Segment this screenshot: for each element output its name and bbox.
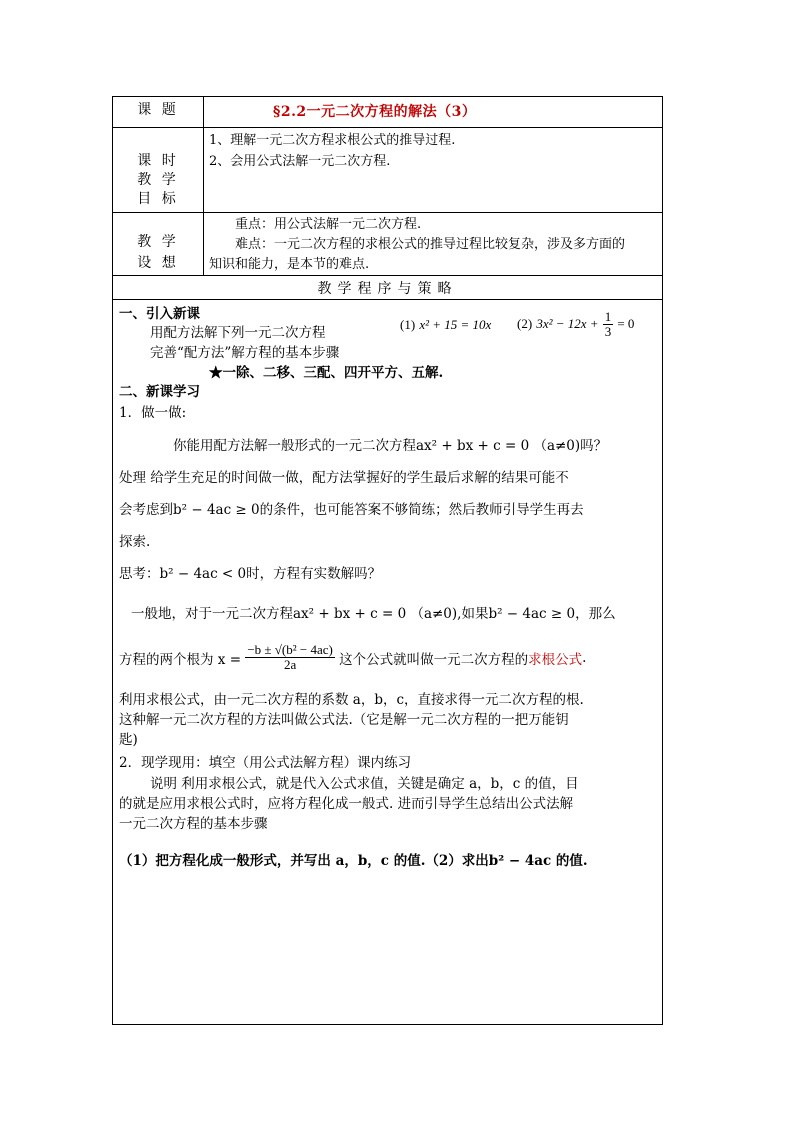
topic-label: 课 题 — [137, 102, 179, 118]
note-line3: 一元二次方程的基本步骤 — [119, 816, 268, 832]
equation-2 — [517, 310, 634, 339]
row-divider — [113, 127, 662, 128]
column-divider — [203, 97, 204, 275]
objective-item: 2、会用公式法解一元二次方程. — [209, 154, 391, 169]
formula-term: 求根公式 — [528, 651, 583, 668]
equation-2-label: (2) — [517, 316, 533, 331]
use-line3: 匙) — [119, 732, 138, 748]
subsection-1: 1．做一做: — [119, 405, 187, 421]
general-statement: 一般地，对于一元二次方程ax² + bx + c = 0 （a≠0),如果b² − 4ac ≥ 0，那么 — [131, 606, 616, 622]
equation-1 — [400, 317, 491, 333]
equation-2-fraction — [603, 310, 614, 339]
lesson-title: §2.2一元二次方程的解法（3） — [273, 104, 477, 120]
formula-line — [119, 643, 586, 672]
fraction-denominator: 3 — [604, 324, 612, 339]
section1-line1: 用配方法解下列一元二次方程 — [150, 325, 326, 341]
method-steps: ★一除、二移、三配、四开平方、五解. — [209, 365, 444, 381]
equation-2-prefix: 3x² − 12x + — [536, 316, 599, 331]
formula-denominator: 2a — [283, 657, 297, 672]
design-focus: 重点：用公式法解一元二次方程. — [235, 217, 422, 232]
paragraph-2-line1: 处理 给学生充足的时间做一做，配方法掌握好的学生最后求解的结果可能不 — [119, 470, 569, 486]
row-divider — [113, 299, 662, 300]
use-line2: 这种解一元二次方程的方法叫做公式法.（它是解一元二次方程的一把万能钥 — [119, 712, 569, 728]
equation-1-body: x² + 15 = 10x — [419, 317, 492, 332]
formula-method-steps: （1）把方程化成一般形式，并写出 a，b，c 的值.（2）求出b² − 4ac 的值. — [119, 853, 588, 869]
design-difficulty-1: 难点：一元二次方程的求根公式的推导过程比较复杂，涉及多方面的 — [235, 237, 626, 252]
equation-1-label: (1) — [400, 317, 416, 332]
row-divider — [113, 212, 662, 213]
paragraph-2-line3: 探索. — [119, 534, 151, 550]
section2-heading: 二、新课学习 — [119, 384, 200, 400]
objectives-label-2: 教 学 — [137, 172, 179, 188]
objectives-label-1: 课 时 — [137, 153, 179, 169]
design-difficulty-2: 知识和能力，是本节的难点. — [209, 257, 370, 272]
objectives-label-3: 目 标 — [137, 191, 179, 207]
equation-2-suffix: = 0 — [617, 316, 635, 331]
objective-item: 1、理解一元二次方程求根公式的推导过程. — [209, 133, 456, 148]
paragraph-1: 你能用配方法解一般形式的一元二次方程ax² + bx + c = 0 （a≠0)吗？ — [173, 438, 608, 454]
note-line1: 说明 利用求根公式，就是代入公式求值，关键是确定 a，b，c 的值，目 — [150, 776, 579, 792]
formula-numerator: −b ± √(b² − 4ac) — [247, 642, 333, 657]
formula-period: . — [582, 649, 587, 666]
quadratic-formula — [245, 643, 335, 672]
think-question: 思考：b² − 4ac < 0时，方程有实数解吗？ — [119, 566, 382, 582]
use-line1: 利用求根公式，由一元二次方程的系数 a，b，c，直接求得一元二次方程的根. — [119, 692, 584, 708]
design-label-2: 设 想 — [137, 255, 179, 271]
formula-prefix: 方程的两个根为 x = — [119, 651, 242, 668]
paragraph-2-line2: 会考虑到b² − 4ac ≥ 0的条件，也可能答案不够简练；然后教师引导学生再去 — [119, 502, 584, 518]
section1-heading: 一、引入新课 — [119, 306, 200, 322]
design-label-1: 教 学 — [137, 234, 179, 250]
lesson-plan-table — [112, 96, 663, 1025]
subsection-2: 2．现学现用：填空（用公式法解方程）课内练习 — [119, 755, 412, 771]
procedure-heading: 教学程序与策略 — [317, 281, 458, 297]
formula-suffix: 这个公式就叫做一元二次方程的 — [339, 651, 529, 668]
section1-line2: 完善“配方法”解方程的基本步骤 — [150, 345, 340, 361]
fraction-numerator: 1 — [604, 309, 612, 324]
note-line2: 的就是应用求根公式时，应将方程化成一般式. 进而引导学生总结出公式法解 — [119, 796, 574, 812]
row-divider — [113, 275, 662, 276]
